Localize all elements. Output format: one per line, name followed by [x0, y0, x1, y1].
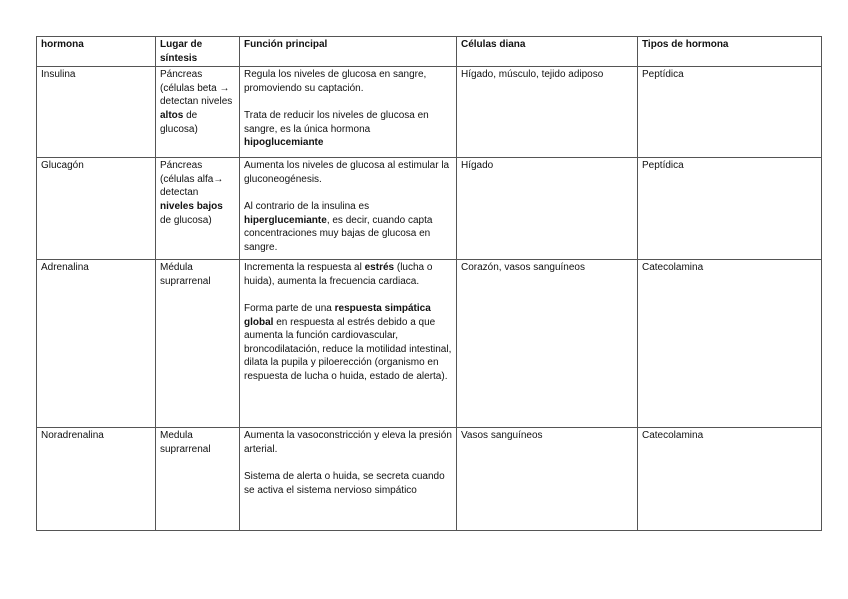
- cell-synthesis-site: [156, 67, 240, 158]
- function-text: Forma parte de una: [244, 302, 335, 314]
- site-text-end: de glucosa): [160, 109, 198, 135]
- cell-hormone-type: Catecolamina: [638, 428, 822, 531]
- cell-hormone-type: Catecolamina: [638, 260, 822, 428]
- header-synthesis-site: Lugar de síntesis: [156, 37, 240, 67]
- cell-target-cells: Corazón, vasos sanguíneos: [457, 260, 638, 428]
- cell-target-cells: Hígado: [457, 158, 638, 260]
- function-paragraph-1: Regula los niveles de glucosa en sangre, promoviendo su captación.: [244, 69, 427, 94]
- cell-synthesis-site: Médula suprarrenal: [156, 260, 240, 428]
- function-paragraph-2: [244, 109, 452, 150]
- table-row-insulina: [37, 67, 822, 158]
- function-bold-text: estrés: [364, 262, 395, 274]
- cell-hormone-type: Peptídica: [638, 67, 822, 158]
- cell-main-function: [240, 428, 457, 531]
- site-text: Páncreas (células alfa→ detectan: [160, 160, 224, 199]
- function-paragraph-2: [244, 302, 452, 384]
- cell-main-function: [240, 67, 457, 158]
- site-bold-text: niveles bajos: [160, 200, 223, 212]
- function-bold-text: hipoglucemiante: [244, 137, 324, 149]
- function-paragraph-1: [244, 261, 452, 288]
- cell-synthesis-site: Medula suprarrenal: [156, 428, 240, 531]
- function-paragraph-2: Sistema de alerta o huida, se secreta cuando se activa el sistema nervioso simpático: [244, 470, 445, 496]
- function-paragraph-1: Aumenta los niveles de glucosa al estimular la gluconeogénesis.: [244, 160, 450, 185]
- cell-hormone-name: Noradrenalina: [37, 428, 156, 531]
- cell-target-cells: Vasos sanguíneos: [457, 428, 638, 531]
- header-target-cells: Células diana: [457, 37, 638, 67]
- cell-target-cells: Hígado, músculo, tejido adiposo: [457, 67, 638, 158]
- site-text: Páncreas (células beta → detectan niveles: [160, 69, 233, 108]
- function-text-end: (lucha o huida), aumenta la frecuencia cardiaca.: [244, 262, 433, 287]
- function-bold-text: respuesta simpática global: [244, 302, 431, 328]
- function-text: Al contrario de la insulina es: [244, 200, 370, 212]
- function-text: Incrementa la respuesta al: [244, 262, 365, 274]
- table-row-noradrenalina: [37, 428, 822, 531]
- header-row: [37, 37, 822, 67]
- cell-main-function: [240, 260, 457, 428]
- header-hormone-type: Tipos de hormona: [638, 37, 822, 67]
- function-text-end: en respuesta al estrés debido a que aumenta la función cardiovascular, broncodilatación, reduce la motilidad intestinal, dilata la pupila y piloerección (organismo en respuesta de lucha o huida, estado de alerta).: [244, 316, 452, 382]
- cell-synthesis-site: [156, 158, 240, 260]
- cell-hormone-name: Adrenalina: [37, 260, 156, 428]
- function-bold-text: hiperglucemiante: [244, 214, 327, 226]
- hormone-table: [36, 36, 822, 531]
- function-paragraph-1: Aumenta la vasoconstricción y eleva la presión arterial.: [244, 430, 452, 455]
- function-paragraph-2: [244, 200, 452, 254]
- table-row-adrenalina: [37, 260, 822, 428]
- site-text-end: de glucosa): [160, 214, 212, 226]
- function-text: Trata de reducir los niveles de glucosa en sangre, es la única hormona: [244, 109, 429, 135]
- header-main-function: Función principal: [240, 37, 457, 67]
- cell-hormone-name: Glucagón: [37, 158, 156, 260]
- cell-hormone-name: Insulina: [37, 67, 156, 158]
- table-header: [37, 37, 822, 67]
- cell-main-function: [240, 158, 457, 260]
- site-bold-text: altos: [160, 109, 184, 121]
- function-text-end: , es decir, cuando capta concentraciones muy bajas de glucosa en sangre.: [244, 214, 433, 253]
- table-row-glucagon: [37, 158, 822, 260]
- cell-hormone-type: Peptídica: [638, 158, 822, 260]
- header-hormone: hormona: [37, 37, 156, 67]
